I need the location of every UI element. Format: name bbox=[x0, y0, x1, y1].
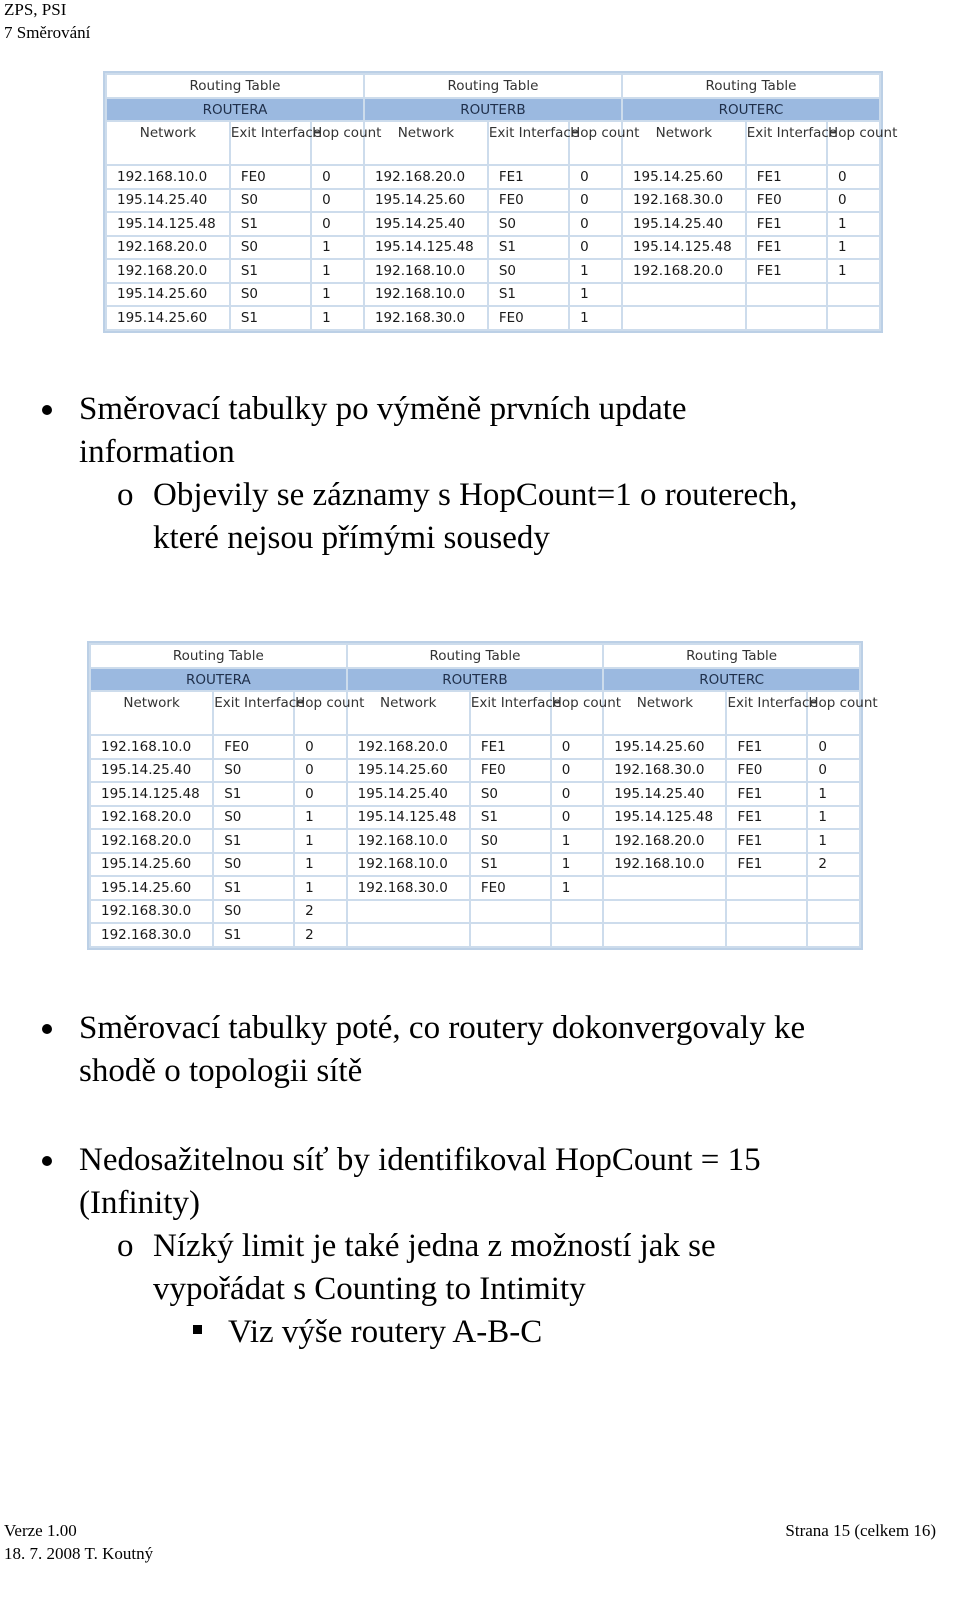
hop-count-cell: 1 bbox=[807, 806, 860, 830]
interface-cell: FE1 bbox=[726, 806, 807, 830]
network-cell: 192.168.30.0 bbox=[364, 306, 488, 330]
column-header: Hop count bbox=[569, 121, 622, 165]
hop-count-cell: 0 bbox=[569, 165, 622, 189]
network-cell: 195.14.125.48 bbox=[347, 806, 470, 830]
network-cell: 195.14.125.48 bbox=[622, 236, 746, 260]
network-cell: 195.14.25.40 bbox=[364, 212, 488, 236]
network-cell: 195.14.25.40 bbox=[106, 189, 230, 213]
interface-cell: S0 bbox=[470, 782, 551, 806]
hop-count-cell: 1 bbox=[294, 806, 347, 830]
hop-count-cell: 0 bbox=[311, 212, 364, 236]
routing-table-image-2 bbox=[87, 641, 878, 950]
bullet-dot bbox=[42, 1024, 52, 1034]
bullet-text: shodě o topologii sítě bbox=[79, 1053, 363, 1089]
column-header: Network bbox=[603, 691, 726, 735]
interface-cell: S1 bbox=[213, 829, 294, 853]
network-cell: 195.14.25.60 bbox=[90, 876, 213, 900]
interface-cell: S1 bbox=[213, 923, 294, 947]
router-name: ROUTERB bbox=[364, 98, 622, 121]
hop-count-cell: 1 bbox=[569, 306, 622, 330]
sub-bullet-text: Nízký limit je také jedna z možností jak se bbox=[153, 1228, 716, 1264]
hop-count-cell: 1 bbox=[294, 829, 347, 853]
sub-bullet-marker: o bbox=[117, 1228, 134, 1264]
network-cell: 192.168.30.0 bbox=[347, 876, 470, 900]
hop-count-cell: 1 bbox=[569, 259, 622, 283]
column-header: Hop count bbox=[807, 691, 860, 735]
hop-count-cell: 0 bbox=[827, 165, 880, 189]
sub-bullet-text: které nejsou přímými sousedy bbox=[153, 520, 550, 556]
column-header: Exit Interface bbox=[213, 691, 294, 735]
network-cell: 195.14.25.40 bbox=[603, 782, 726, 806]
interface-cell: FE0 bbox=[746, 189, 827, 213]
interface-cell: FE1 bbox=[488, 165, 569, 189]
network-cell: 192.168.10.0 bbox=[106, 165, 230, 189]
hop-count-cell bbox=[807, 900, 860, 924]
hop-count-cell: 0 bbox=[311, 189, 364, 213]
network-cell: 192.168.30.0 bbox=[603, 759, 726, 783]
table-title: Routing Table bbox=[603, 644, 860, 668]
interface-cell: S0 bbox=[213, 806, 294, 830]
hop-count-cell: 0 bbox=[294, 759, 347, 783]
network-cell: 192.168.10.0 bbox=[364, 283, 488, 307]
network-cell bbox=[603, 876, 726, 900]
interface-cell: S1 bbox=[488, 236, 569, 260]
tertiary-bullet-text: Viz výše routery A-B-C bbox=[228, 1314, 543, 1350]
sub-bullet-marker: o bbox=[117, 477, 134, 513]
table-title: Routing Table bbox=[106, 74, 364, 98]
table-row bbox=[90, 876, 860, 900]
interface-cell: S0 bbox=[230, 189, 311, 213]
hop-count-cell: 1 bbox=[827, 212, 880, 236]
hop-count-cell: 0 bbox=[551, 735, 604, 759]
hop-count-cell bbox=[807, 876, 860, 900]
network-cell: 192.168.20.0 bbox=[622, 259, 746, 283]
table-row bbox=[106, 283, 880, 307]
column-header: Exit Interface bbox=[470, 691, 551, 735]
hop-count-cell bbox=[807, 923, 860, 947]
network-cell: 195.14.25.60 bbox=[364, 189, 488, 213]
network-cell: 195.14.25.40 bbox=[622, 212, 746, 236]
hop-count-cell: 1 bbox=[551, 853, 604, 877]
bullet-dot bbox=[42, 1156, 52, 1166]
hop-count-cell: 0 bbox=[551, 759, 604, 783]
hop-count-cell: 0 bbox=[827, 189, 880, 213]
network-cell: 195.14.25.60 bbox=[347, 759, 470, 783]
router-name: ROUTERA bbox=[90, 668, 347, 691]
hop-count-cell: 1 bbox=[294, 853, 347, 877]
hop-count-cell: 1 bbox=[827, 259, 880, 283]
hop-count-cell bbox=[551, 923, 604, 947]
network-cell bbox=[603, 900, 726, 924]
hop-count-cell: 1 bbox=[311, 306, 364, 330]
hop-count-cell: 2 bbox=[807, 853, 860, 877]
column-header: Network bbox=[364, 121, 488, 165]
interface-cell: FE1 bbox=[746, 212, 827, 236]
network-cell bbox=[622, 306, 746, 330]
interface-cell bbox=[726, 876, 807, 900]
interface-cell: S0 bbox=[213, 759, 294, 783]
network-cell: 192.168.10.0 bbox=[347, 829, 470, 853]
interface-cell: FE0 bbox=[488, 189, 569, 213]
interface-cell bbox=[726, 923, 807, 947]
interface-cell: FE0 bbox=[230, 165, 311, 189]
interface-cell: FE1 bbox=[726, 782, 807, 806]
network-cell: 192.168.20.0 bbox=[90, 806, 213, 830]
interface-cell bbox=[470, 923, 551, 947]
hop-count-cell: 1 bbox=[551, 876, 604, 900]
routing-table-image-1 bbox=[103, 71, 898, 333]
network-cell: 195.14.125.48 bbox=[106, 212, 230, 236]
network-cell: 195.14.125.48 bbox=[90, 782, 213, 806]
table-row bbox=[106, 189, 880, 213]
table-row bbox=[90, 806, 860, 830]
router-name: ROUTERB bbox=[347, 668, 604, 691]
table-row bbox=[90, 853, 860, 877]
network-cell: 195.14.25.60 bbox=[622, 165, 746, 189]
network-cell: 195.14.25.60 bbox=[106, 283, 230, 307]
hop-count-cell: 2 bbox=[294, 900, 347, 924]
network-cell: 192.168.10.0 bbox=[603, 853, 726, 877]
router-name: ROUTERC bbox=[603, 668, 860, 691]
interface-cell: FE1 bbox=[726, 829, 807, 853]
interface-cell: S0 bbox=[470, 829, 551, 853]
hop-count-cell: 0 bbox=[311, 165, 364, 189]
interface-cell: S1 bbox=[230, 259, 311, 283]
table-row bbox=[90, 923, 860, 947]
interface-cell: S0 bbox=[488, 259, 569, 283]
column-header: Exit Interface bbox=[726, 691, 807, 735]
hop-count-cell: 0 bbox=[294, 782, 347, 806]
interface-cell: FE0 bbox=[470, 876, 551, 900]
interface-cell: S0 bbox=[213, 900, 294, 924]
column-header: Hop count bbox=[827, 121, 880, 165]
network-cell bbox=[622, 283, 746, 307]
hop-count-cell: 2 bbox=[294, 923, 347, 947]
hop-count-cell: 0 bbox=[551, 782, 604, 806]
network-cell: 192.168.30.0 bbox=[90, 923, 213, 947]
interface-cell: S0 bbox=[488, 212, 569, 236]
table-row bbox=[90, 782, 860, 806]
interface-cell: FE0 bbox=[488, 306, 569, 330]
hop-count-cell: 1 bbox=[807, 782, 860, 806]
network-cell: 195.14.25.60 bbox=[603, 735, 726, 759]
interface-cell: S1 bbox=[213, 782, 294, 806]
table-row bbox=[90, 735, 860, 759]
footer-page-number: Strana 15 (celkem 16) bbox=[785, 1521, 936, 1540]
column-header: Exit Interface bbox=[746, 121, 827, 165]
column-header: Hop count bbox=[294, 691, 347, 735]
bullet-text: Nedosažitelnou síť by identifikoval HopCount = 15 bbox=[79, 1142, 761, 1178]
network-cell: 195.14.25.40 bbox=[347, 782, 470, 806]
network-cell: 192.168.30.0 bbox=[622, 189, 746, 213]
network-cell bbox=[603, 923, 726, 947]
table-row bbox=[90, 900, 860, 924]
bullet-text: Směrovací tabulky po výměně prvních update bbox=[79, 391, 687, 427]
bullet-text: Směrovací tabulky poté, co routery dokonvergovaly ke bbox=[79, 1010, 806, 1046]
sub-bullet-text: Objevily se záznamy s HopCount=1 o routerech, bbox=[153, 477, 798, 513]
column-header: Exit Interface bbox=[488, 121, 569, 165]
column-header: Network bbox=[622, 121, 746, 165]
bullet-text: (Infinity) bbox=[79, 1185, 200, 1221]
routing-table bbox=[89, 643, 878, 948]
network-cell: 195.14.125.48 bbox=[364, 236, 488, 260]
router-name: ROUTERC bbox=[622, 98, 880, 121]
interface-cell: S1 bbox=[488, 283, 569, 307]
table-title: Routing Table bbox=[622, 74, 880, 98]
network-cell: 192.168.10.0 bbox=[347, 853, 470, 877]
hop-count-cell: 1 bbox=[311, 259, 364, 283]
network-cell: 192.168.30.0 bbox=[90, 900, 213, 924]
hop-count-cell: 0 bbox=[551, 806, 604, 830]
network-cell: 192.168.20.0 bbox=[90, 829, 213, 853]
hop-count-cell: 0 bbox=[807, 759, 860, 783]
sub-bullet-text: vypořádat s Counting to Intimity bbox=[153, 1271, 586, 1307]
bullet-dot bbox=[42, 405, 52, 415]
hop-count-cell: 1 bbox=[294, 876, 347, 900]
interface-cell: FE0 bbox=[470, 759, 551, 783]
hop-count-cell: 1 bbox=[551, 829, 604, 853]
network-cell bbox=[347, 900, 470, 924]
interface-cell: S0 bbox=[213, 853, 294, 877]
interface-cell: FE1 bbox=[726, 735, 807, 759]
interface-cell: FE1 bbox=[746, 165, 827, 189]
table-row bbox=[90, 829, 860, 853]
header-chapter: 7 Směrování bbox=[4, 23, 91, 42]
table-row bbox=[106, 165, 880, 189]
interface-cell: FE1 bbox=[746, 259, 827, 283]
interface-cell bbox=[746, 283, 827, 307]
network-cell: 192.168.10.0 bbox=[90, 735, 213, 759]
interface-cell: S0 bbox=[230, 283, 311, 307]
interface-cell: FE1 bbox=[746, 236, 827, 260]
hop-count-cell bbox=[827, 306, 880, 330]
hop-count-cell: 0 bbox=[569, 236, 622, 260]
hop-count-cell: 0 bbox=[294, 735, 347, 759]
bullet-text: information bbox=[79, 434, 235, 470]
network-cell: 195.14.25.60 bbox=[90, 853, 213, 877]
footer-date-author: 18. 7. 2008 T. Koutný bbox=[4, 1544, 154, 1563]
interface-cell: S1 bbox=[230, 212, 311, 236]
routing-table bbox=[105, 73, 898, 331]
interface-cell: FE1 bbox=[470, 735, 551, 759]
hop-count-cell bbox=[551, 900, 604, 924]
table-row bbox=[106, 212, 880, 236]
hop-count-cell: 0 bbox=[569, 189, 622, 213]
interface-cell: S1 bbox=[470, 853, 551, 877]
table-title: Routing Table bbox=[90, 644, 347, 668]
network-cell: 192.168.20.0 bbox=[106, 259, 230, 283]
interface-cell: FE0 bbox=[213, 735, 294, 759]
table-row bbox=[90, 759, 860, 783]
table-title: Routing Table bbox=[364, 74, 622, 98]
column-header: Hop count bbox=[311, 121, 364, 165]
interface-cell: FE0 bbox=[726, 759, 807, 783]
interface-cell: S1 bbox=[230, 306, 311, 330]
network-cell: 192.168.20.0 bbox=[364, 165, 488, 189]
interface-cell: FE1 bbox=[726, 853, 807, 877]
network-cell: 192.168.20.0 bbox=[603, 829, 726, 853]
interface-cell: S1 bbox=[213, 876, 294, 900]
column-header: Network bbox=[106, 121, 230, 165]
network-cell: 195.14.25.60 bbox=[106, 306, 230, 330]
network-cell: 195.14.25.40 bbox=[90, 759, 213, 783]
hop-count-cell: 0 bbox=[569, 212, 622, 236]
table-row bbox=[106, 236, 880, 260]
interface-cell: S1 bbox=[470, 806, 551, 830]
column-header: Network bbox=[90, 691, 213, 735]
interface-cell: S0 bbox=[230, 236, 311, 260]
table-title: Routing Table bbox=[347, 644, 604, 668]
hop-count-cell: 1 bbox=[569, 283, 622, 307]
hop-count-cell: 1 bbox=[311, 283, 364, 307]
table-row bbox=[106, 259, 880, 283]
column-header: Hop count bbox=[551, 691, 604, 735]
hop-count-cell: 0 bbox=[807, 735, 860, 759]
interface-cell bbox=[726, 900, 807, 924]
column-header: Exit Interface bbox=[230, 121, 311, 165]
network-cell bbox=[347, 923, 470, 947]
network-cell: 192.168.20.0 bbox=[347, 735, 470, 759]
footer-version: Verze 1.00 bbox=[4, 1521, 77, 1540]
square-bullet bbox=[193, 1325, 202, 1334]
hop-count-cell: 1 bbox=[827, 236, 880, 260]
hop-count-cell: 1 bbox=[807, 829, 860, 853]
table-row bbox=[106, 306, 880, 330]
column-header: Network bbox=[347, 691, 470, 735]
hop-count-cell: 1 bbox=[311, 236, 364, 260]
router-name: ROUTERA bbox=[106, 98, 364, 121]
network-cell: 192.168.10.0 bbox=[364, 259, 488, 283]
interface-cell bbox=[746, 306, 827, 330]
header-course: ZPS, PSI bbox=[4, 0, 67, 19]
network-cell: 192.168.20.0 bbox=[106, 236, 230, 260]
interface-cell bbox=[470, 900, 551, 924]
hop-count-cell bbox=[827, 283, 880, 307]
network-cell: 195.14.125.48 bbox=[603, 806, 726, 830]
